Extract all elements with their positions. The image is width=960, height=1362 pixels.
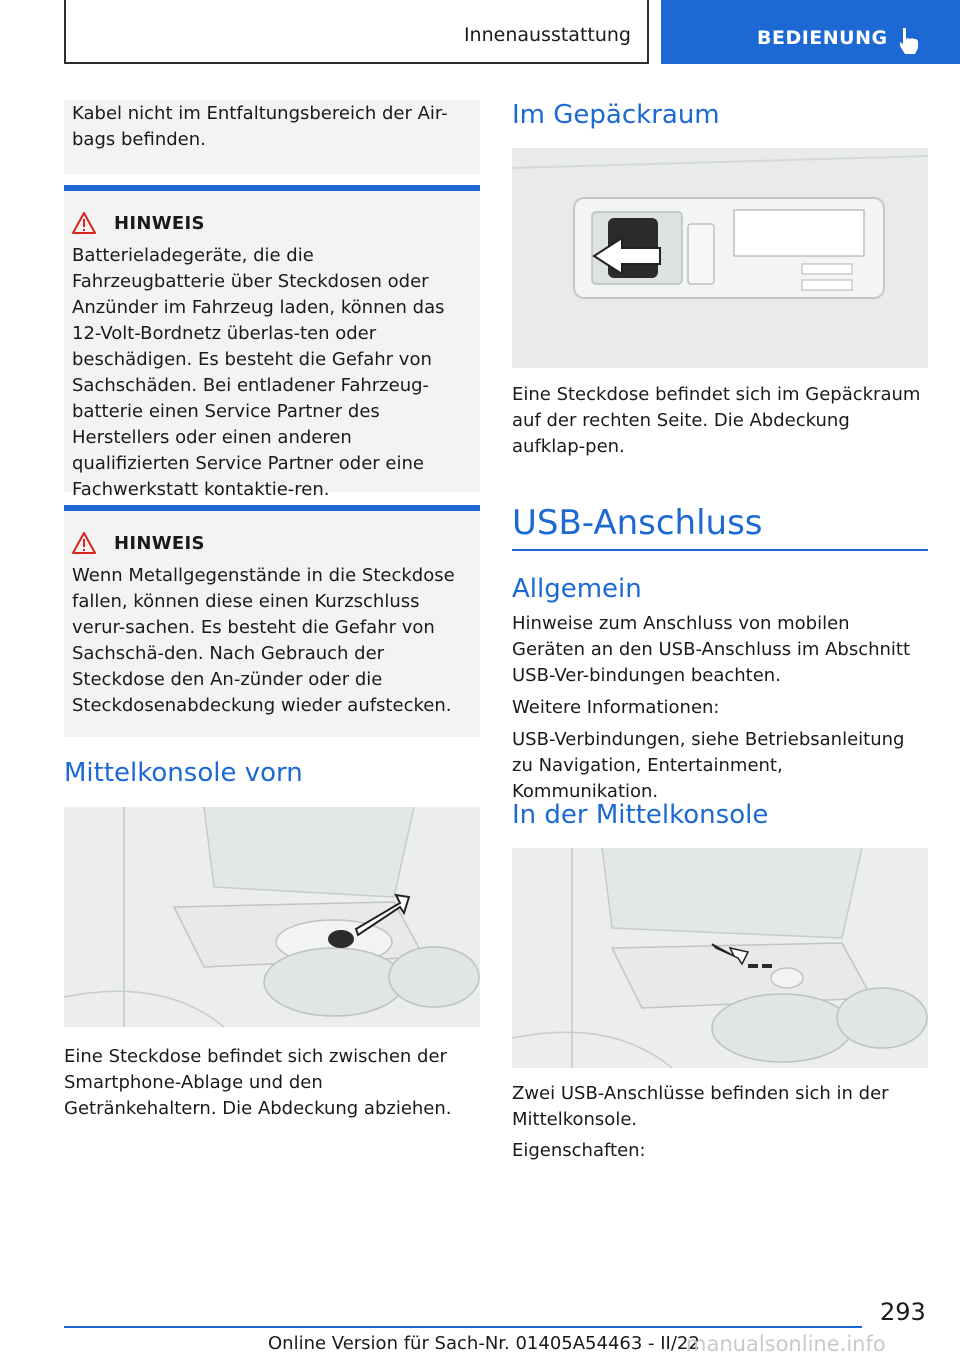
caption-gepaeckraum: Eine Steckdose befindet sich im Gepäckraum auf der rechten Seite. Die Abdeckung aufklap-pen. bbox=[512, 384, 921, 457]
header-section-title: Innenausstattung bbox=[463, 24, 631, 46]
subsection-title-allgemein: Allgemein bbox=[512, 574, 642, 604]
notice-box-2 bbox=[64, 505, 480, 737]
intro-note-box bbox=[64, 100, 480, 174]
paragraph-usb-reference: USB-Verbindungen, siehe Betriebsanleitung zu Navigation, Entertainment, Kommunikation. bbox=[512, 729, 905, 802]
header-chapter-tab bbox=[661, 0, 960, 64]
paragraph-eigenschaften: Eigenschaften: bbox=[512, 1140, 646, 1161]
console-usb-illustration bbox=[512, 848, 928, 1068]
footer-text: Online Version für Sach-Nr. 01405A54463 - II/22 bbox=[268, 1333, 700, 1354]
notice-text: Batterieladegeräte, die die Fahrzeugbatterie über Steckdosen oder Anzünder im Fahrzeug laden, können das 12-Volt-Bordnetz überlas-ten oder beschädigen. Es besteht die Gefahr von Sachschäden. Bei entladener Fahrzeug-batterie einen Service Partner des Herstellers oder einen anderen qualifizierten Service Partner oder eine Fachwerkstatt kontaktie-ren. bbox=[72, 245, 445, 500]
paragraph-usb-hint: Hinweise zum Anschluss von mobilen Geräten an den USB-Anschluss im Abschnitt USB-Ver-bindungen beachten. bbox=[512, 613, 911, 686]
chapter-title-usb: USB-Anschluss bbox=[512, 503, 763, 543]
caption-in-der-mittelkonsole: Zwei USB-Anschlüsse befinden sich in der Mittelkonsole. bbox=[512, 1083, 889, 1130]
section-title-gepaeckraum: Im Gepäckraum bbox=[512, 100, 720, 130]
warning-triangle-icon bbox=[72, 212, 96, 234]
page-number: 293 bbox=[880, 1298, 926, 1326]
notice-title: HINWEIS bbox=[114, 212, 205, 234]
notice-box-1 bbox=[64, 185, 480, 500]
console-usb-drawing bbox=[512, 848, 928, 1068]
intro-note-text: Kabel nicht im Entfaltungsbereich der Air-bags befinden. bbox=[72, 103, 448, 150]
paragraph-more-info: Weitere Informationen: bbox=[512, 697, 720, 718]
notice-title: HINWEIS bbox=[114, 532, 205, 554]
chapter-rule bbox=[512, 549, 928, 551]
footer-rule bbox=[64, 1326, 862, 1328]
watermark: manualsonline.info bbox=[686, 1332, 886, 1356]
section-title-mittelkonsole-vorn: Mittelkonsole vorn bbox=[64, 758, 303, 788]
header-section-box bbox=[64, 0, 649, 64]
console-socket-illustration bbox=[64, 807, 480, 1027]
header-chapter-title: BEDIENUNG bbox=[757, 27, 888, 49]
notice-bar bbox=[64, 505, 480, 511]
section-title-in-der-mittelkonsole: In der Mittelkonsole bbox=[512, 800, 769, 830]
notice-header bbox=[72, 211, 480, 235]
console-socket-drawing bbox=[64, 807, 480, 1027]
caption-mittelkonsole-vorn: Eine Steckdose befindet sich zwischen der Smartphone-Ablage und den Getränkehaltern. Die Abdeckung abziehen. bbox=[64, 1046, 452, 1119]
pointing-hand-icon bbox=[897, 26, 921, 56]
notice-bar bbox=[64, 185, 480, 191]
notice-text: Wenn Metallgegenstände in die Steckdose fallen, können diese einen Kurzschluss verur-sachen. Es besteht die Gefahr von Sachschä-den. Nach Gebrauch der Steckdose den An-zünder oder die Steckdosenabdeckung wieder aufstecken. bbox=[72, 565, 455, 716]
warning-triangle-icon bbox=[72, 532, 96, 554]
notice-header bbox=[72, 531, 480, 555]
trunk-socket-illustration bbox=[512, 148, 928, 368]
trunk-socket-drawing bbox=[512, 148, 928, 368]
